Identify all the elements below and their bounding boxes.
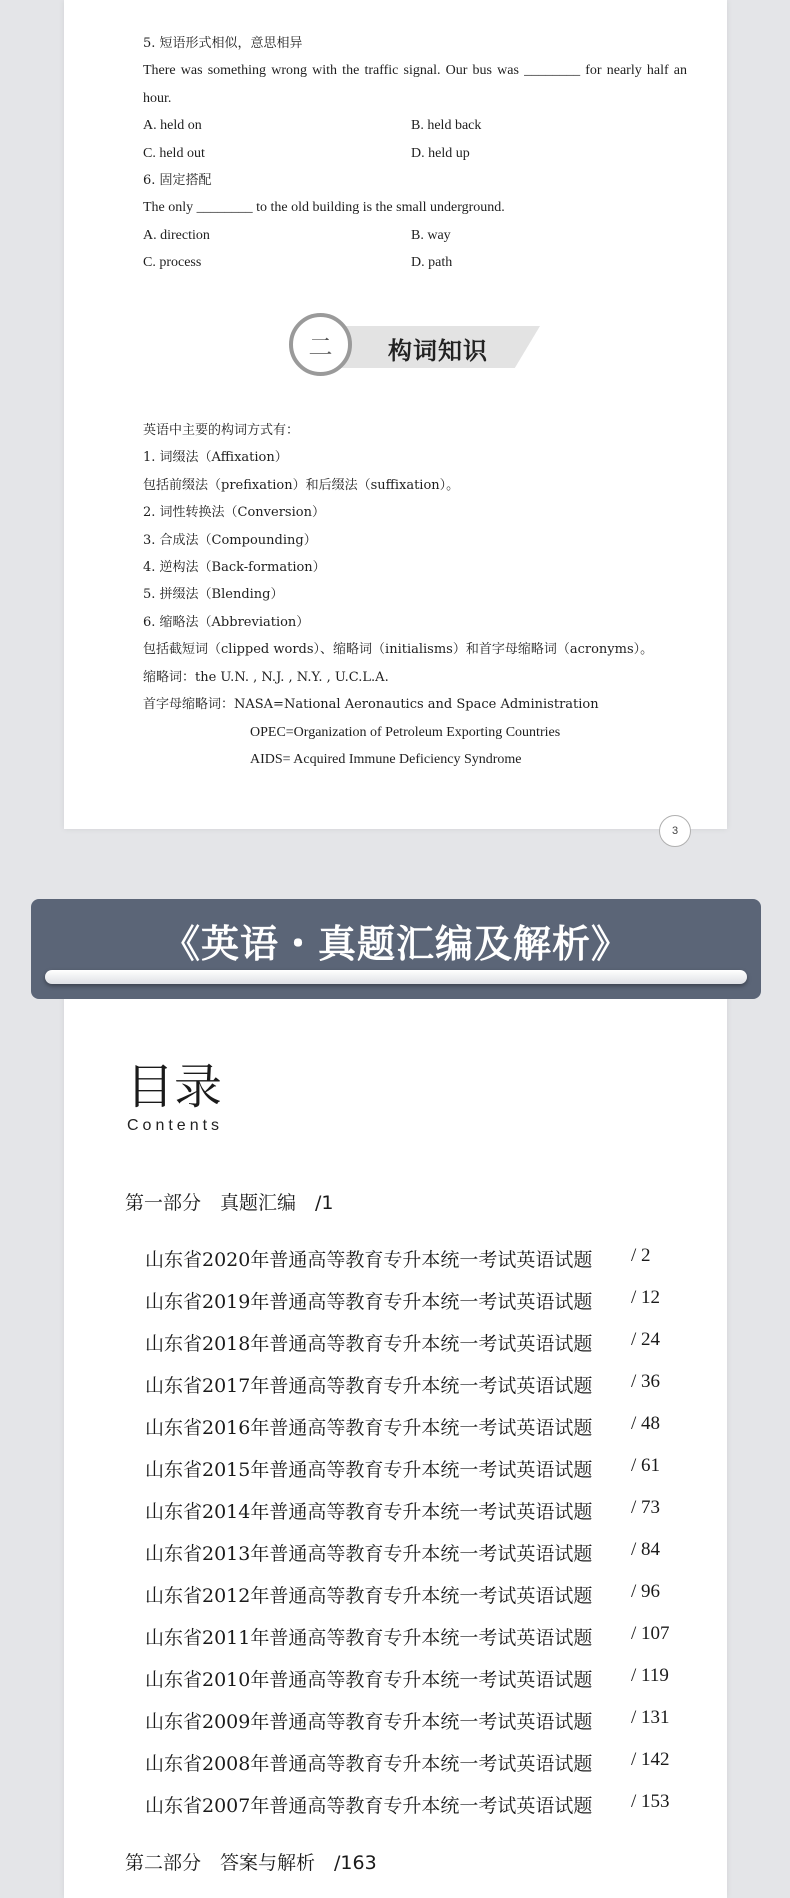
toc-entry-title: 山东省2015年普通高等教育专升本统一考试英语试题 [145, 1459, 593, 1481]
wf-item: 缩略词：the U.N. , N.J. , N.Y. , U.C.L.A. [143, 670, 389, 685]
toc-entry-title: 山东省2010年普通高等教育专升本统一考试英语试题 [145, 1669, 593, 1691]
toc-entry-page: / 12 [631, 1287, 661, 1308]
section-number-badge: 二 [289, 313, 352, 376]
section-title: 构词知识 [388, 336, 488, 365]
grammar-page [64, 0, 727, 829]
toc-entry-title: 山东省2019年普通高等教育专升本统一考试英语试题 [145, 1291, 593, 1313]
toc-entry-page: / 142 [631, 1749, 670, 1770]
wf-acronym: AIDS= Acquired Immune Deficiency Syndrome [250, 752, 522, 767]
toc-entry-title: 山东省2020年普通高等教育专升本统一考试英语试题 [145, 1249, 593, 1271]
wf-item: 2. 词性转换法（Conversion） [143, 505, 325, 520]
toc-entry-page: / 84 [631, 1539, 661, 1560]
wf-item: 包括前缀法（prefixation）和后缀法（suffixation）。 [143, 478, 460, 493]
banner-shelf-bar [45, 970, 747, 984]
q6-tag: 6. 固定搭配 [143, 173, 212, 188]
toc-entry-page: / 107 [631, 1623, 670, 1644]
toc-entry-page: / 96 [631, 1581, 661, 1602]
q6-option-a: A. direction [143, 228, 210, 243]
book-title-banner [31, 899, 761, 999]
wf-item: 3. 合成法（Compounding） [143, 533, 317, 548]
toc-entry-title: 山东省2018年普通高等教育专升本统一考试英语试题 [145, 1333, 593, 1355]
toc-title: 目录 [126, 1059, 223, 1115]
toc-entry-page: / 119 [631, 1665, 669, 1686]
toc-entry-page: / 73 [631, 1497, 661, 1518]
toc-entry-page: / 61 [631, 1455, 661, 1476]
wf-item: 5. 拼缀法（Blending） [143, 587, 284, 602]
toc-part-1: 第一部分 真题汇编 /1 [125, 1192, 334, 1214]
toc-entry-page: / 2 [631, 1245, 651, 1266]
book-title: 《英语・真题汇编及解析》 [161, 922, 630, 966]
toc-entry-page: / 24 [631, 1329, 661, 1350]
toc-entry-title: 山东省2014年普通高等教育专升本统一考试英语试题 [145, 1501, 593, 1523]
toc-entry-title: 山东省2012年普通高等教育专升本统一考试英语试题 [145, 1585, 593, 1607]
wf-item: 包括截短词（clipped words）、缩略词（initialisms）和首字母缩略词（acronyms）。 [143, 642, 654, 657]
q6-option-b: B. way [411, 228, 451, 243]
q6-option-d: D. path [411, 255, 453, 270]
q5-stem: There was something wrong with the traffic signal. Our bus was ________ for nearly half an hour. [143, 63, 687, 106]
toc-entry-title: 山东省2008年普通高等教育专升本统一考试英语试题 [145, 1753, 593, 1775]
toc-page [64, 985, 727, 1898]
toc-entry-title: 山东省2007年普通高等教育专升本统一考试英语试题 [145, 1795, 593, 1817]
page-number-badge: 3 [659, 815, 691, 847]
toc-entry-page: / 153 [631, 1791, 670, 1812]
q5-option-a: A. held on [143, 118, 202, 133]
q5-option-b: B. held back [411, 118, 482, 133]
toc-entry-title: 山东省2011年普通高等教育专升本统一考试英语试题 [145, 1627, 593, 1649]
q5-option-c: C. held out [143, 146, 205, 161]
wf-item: 首字母缩略词：NASA=National Aeronautics and Space Administration [143, 697, 599, 712]
wf-item: 6. 缩略法（Abbreviation） [143, 615, 310, 630]
toc-entry-title: 山东省2013年普通高等教育专升本统一考试英语试题 [145, 1543, 593, 1565]
toc-entry-title: 山东省2009年普通高等教育专升本统一考试英语试题 [145, 1711, 593, 1733]
wf-item: 1. 词缀法（Affixation） [143, 450, 288, 465]
q5-tag: 5. 短语形式相似，意思相异 [143, 36, 303, 51]
word-formation-intro: 英语中主要的构词方式有： [143, 423, 300, 438]
wf-acronym: OPEC=Organization of Petroleum Exporting Countries [250, 725, 561, 740]
q6-option-c: C. process [143, 255, 202, 270]
wf-item: 4. 逆构法（Back-formation） [143, 560, 326, 575]
q5-option-d: D. held up [411, 146, 470, 161]
q6-stem: The only ________ to the old building is the small underground. [143, 200, 505, 215]
toc-subtitle: Contents [127, 1117, 224, 1134]
toc-entry-page: / 36 [631, 1371, 661, 1392]
toc-entry-page: / 48 [631, 1413, 661, 1434]
toc-entry-page: / 131 [631, 1707, 670, 1728]
toc-part-2: 第二部分 答案与解析 /163 [125, 1852, 377, 1874]
toc-entry-title: 山东省2016年普通高等教育专升本统一考试英语试题 [145, 1417, 593, 1439]
toc-entry-title: 山东省2017年普通高等教育专升本统一考试英语试题 [145, 1375, 593, 1397]
